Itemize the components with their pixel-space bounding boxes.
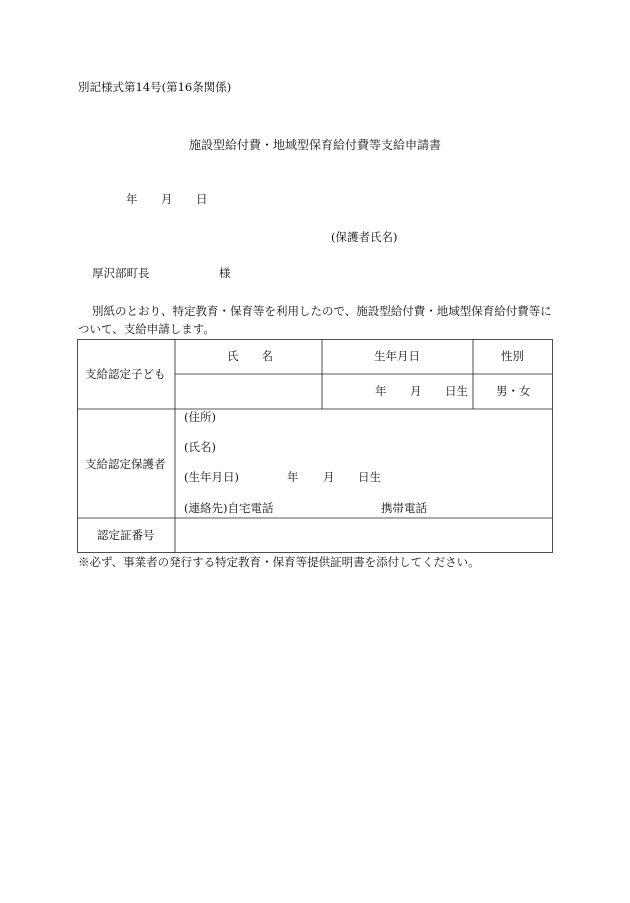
date-month-label: 月 [161,192,173,206]
guardian-home-phone-label: (連絡先)自宅電話 [184,501,274,515]
certificate-number-field[interactable] [176,519,552,552]
footnote: ※必ず、事業者の発行する特定教育・保育等提供証明書を添付してください。 [78,555,480,569]
date-day-label: 日 [196,192,208,206]
guardian-address-label: (住所) [184,410,216,424]
guardian-mobile-phone-label: 携帯電話 [381,501,427,515]
child-birth-year-label: 年 [375,384,387,398]
guardian-birth-day-label: 日生 [358,470,381,484]
addressee-honorific: 様 [219,266,231,280]
guardian-row-label: 支給認定保護者 [85,457,166,471]
child-name-field[interactable] [176,375,321,408]
sex-column-header: 性別 [501,349,524,363]
body-text-line-2: ついて、支給申請します。 [78,322,215,336]
document-title: 施設型給付費・地域型保育給付費等支給申請書 [188,138,441,152]
child-row-label: 支給認定子ども [85,367,166,381]
child-birth-month-label: 月 [410,384,422,398]
body-text-line-1: 別紙のとおり、特定教育・保育等を利用したので、施設型給付費・地域型保育給付費等に [92,304,552,318]
sex-options: 男・女 [496,384,531,398]
form-number: 別記様式第14号(第16条関係) [78,80,232,94]
addressee-name: 厚沢部町長 [92,266,150,280]
guardian-birth-month-label: 月 [323,470,335,484]
guardian-birth-year-label: 年 [287,470,299,484]
guardian-name-label: (保護者氏名) [331,230,398,244]
name-column-header: 氏 名 [227,349,273,363]
certificate-number-label: 認定証番号 [97,528,155,542]
birthdate-column-header: 生年月日 [374,349,420,363]
guardian-name-field-label: (氏名) [184,440,216,454]
child-birth-day-label: 日生 [445,384,468,398]
guardian-birthdate-label: (生年月日) [184,470,239,484]
application-table [77,339,553,553]
date-year-label: 年 [126,192,138,206]
